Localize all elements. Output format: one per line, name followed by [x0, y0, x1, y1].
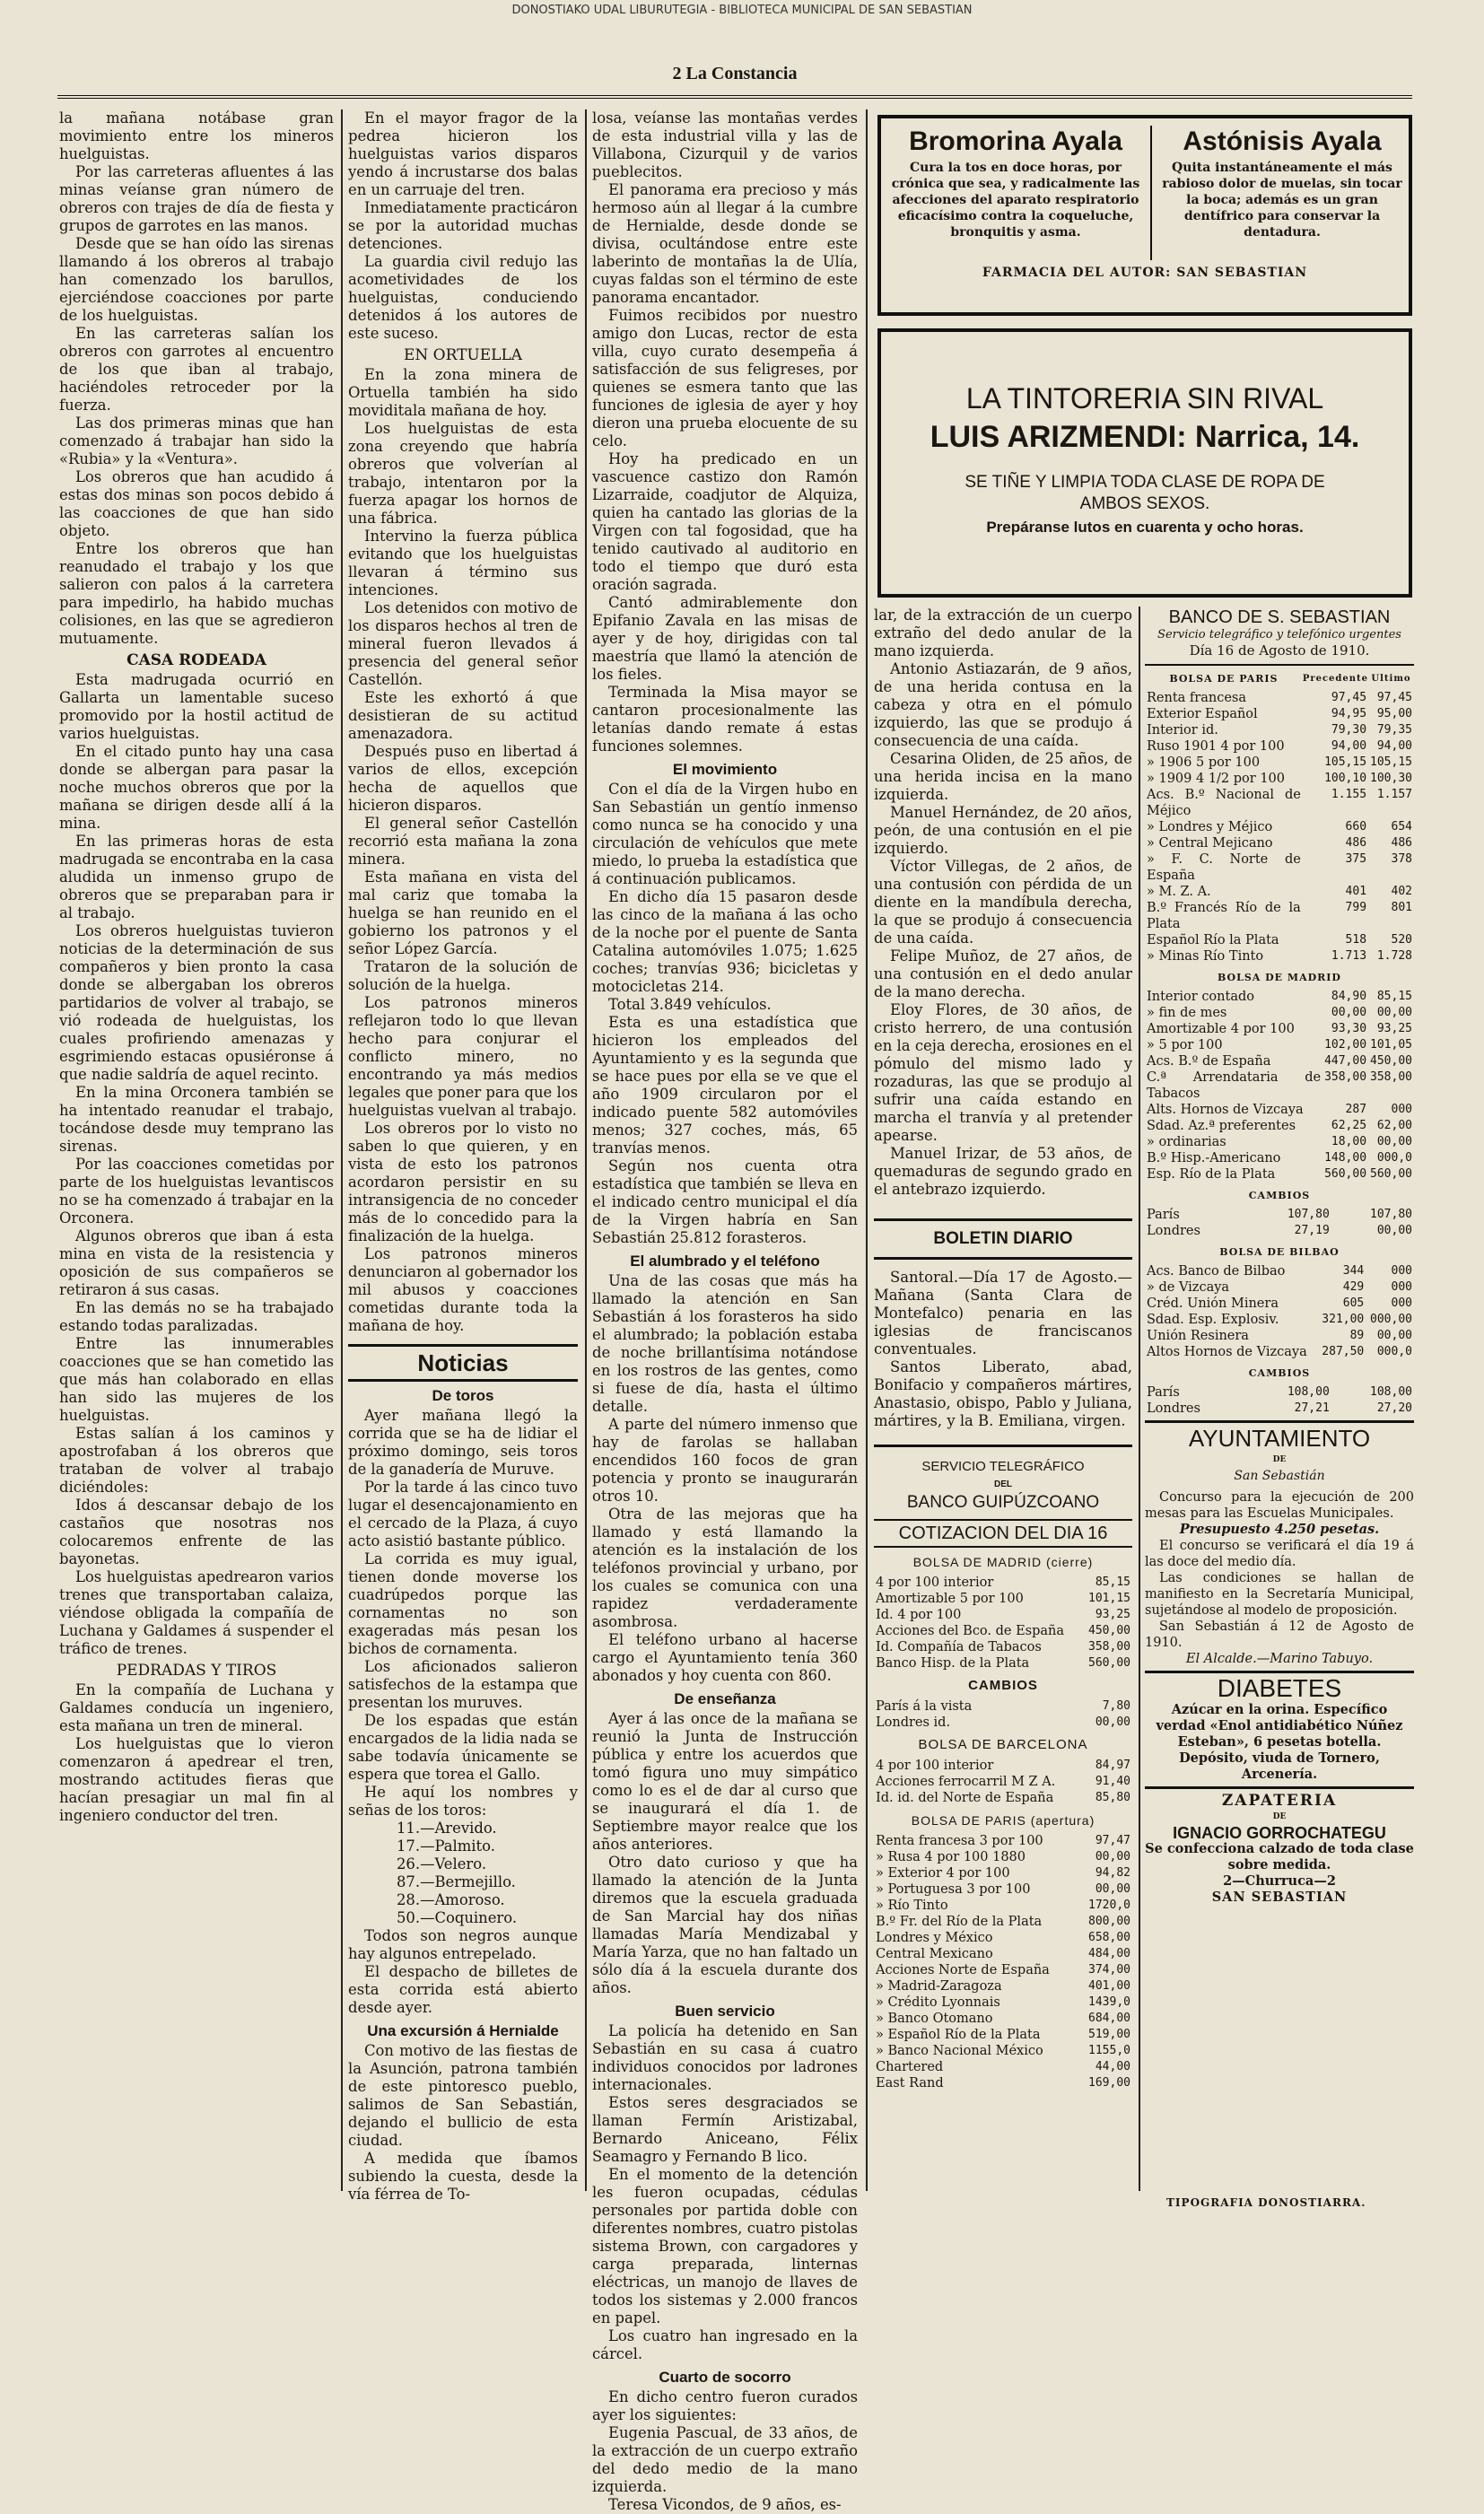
paragraph: En las primeras horas de esta madrugada se encontraba en la casa aludida un inmenso grupo de obreros que se preparaban para ir al trabajo.	[59, 833, 334, 921]
list-item: 26.—Velero.	[397, 1855, 487, 1872]
table-row: Ruso 1901 4 por 100 94,00 94,00	[1147, 739, 1412, 754]
table-row: Créd. Unión Minera 605 000	[1147, 1296, 1412, 1311]
paragraph: Terminada la Misa mayor se cantaron procesionalmente las letanías dando remate á estas funciones solemnes.	[592, 684, 858, 755]
paragraph: Estos seres desgraciados se llaman Fermín Aristizabal, Bernardo Aniceano, Félix Seamagro y Fernando B lico.	[592, 2094, 858, 2165]
zapateria-address: 2—Churruca—2	[1223, 1873, 1336, 1889]
subheading: De enseñanza	[674, 1690, 776, 1707]
table-row: Unión Resinera 89 00,00	[1147, 1329, 1412, 1343]
madrid-table	[874, 1575, 1132, 1672]
paragraph: En la zona minera de Ortuella también ha sido moviditala mañana de hoy.	[348, 366, 578, 419]
table-row: » 1906 5 por 100 105,15 105,15	[1147, 755, 1412, 770]
table-row: » fin de mes 00,00 00,00	[1147, 1006, 1412, 1020]
paragraph: Los patronos mineros denunciaron al gobernador los mil abusos y coacciones cometidas durante toda la mañana de hoy.	[348, 1245, 578, 1334]
paragraph: Con el día de la Virgen hubo en San Sebastián un gentío inmenso como nunca se ha conocido y una circulación de vehículos que mete miedo, lo prueba la estadística que á continuación publicamos.	[592, 781, 858, 887]
paragraph: Felipe Muñoz, de 27 años, de una contusión en el dedo anular de la mano derecha.	[874, 947, 1132, 1000]
signature-line: El Alcalde.—Marino Tabuyo.	[1185, 1652, 1374, 1666]
paragraph: En las carreteras salían los obreros con garrotes al encuentro de los que iban al trabajo, haciéndoles retroceder por la fuerza.	[59, 325, 334, 414]
table-row: Id. Compañía de Tabacos 358,00	[876, 1640, 1130, 1654]
paragraph: Esta madrugada ocurrió en Gallarta un lamentable suceso promovido por la hostil actitud de varios huelguistas.	[59, 671, 334, 742]
table-row: Id. id. del Norte de España 85,80	[876, 1791, 1130, 1805]
table-row: » ordinarias 18,00 00,00	[1147, 1135, 1412, 1149]
table-row: » Minas Río Tinto 1.713 1.728	[1147, 949, 1412, 964]
table-heading: BOLSA DE MADRID (cierre)	[912, 1555, 1094, 1569]
paragraph: Esta mañana en vista del mal cariz que tomaba la huelga se han reunido en el gobierno los patronos y el señor López García.	[348, 869, 578, 957]
column-rule	[866, 109, 868, 2191]
table-row: 4 por 100 interior 84,97	[876, 1759, 1130, 1773]
paragraph: Los huelguistas que lo vieron comenzaron á apedrear el tren, mostrando actitudes fieras que hacían presagiar un mal fin al ingeniero conductor del tren.	[59, 1735, 334, 1824]
table-row: » de Vizcaya 429 000	[1147, 1280, 1412, 1295]
paragraph: En las demás no se ha trabajado estando todas paralizadas.	[59, 1299, 334, 1334]
table-row: » Exterior 4 por 100 94,82	[876, 1866, 1130, 1881]
paragraph: Otro dato curioso y que ha llamado la atención de la Junta diremos que la escuela graduada de San Marcial hay dos niñas llamadas María Mendizabal y María Yarza, que no han faltado un sólo día á la escuela durante dos años.	[592, 1854, 858, 1996]
paragraph: Algunos obreros que iban á esta mina en vista de la resistencia y oposición de sus compañeros se retiraron á sus casas.	[59, 1227, 334, 1298]
paragraph: En dicho centro fueron curados ayer los siguientes:	[592, 2388, 858, 2423]
ad-title: Bromorina Ayala	[909, 127, 1122, 156]
ad-title: LA TINTORERIA SIN RIVAL	[965, 382, 1324, 415]
subheading: Buen servicio	[675, 2003, 775, 2020]
table-row: C.ª Arrendataria de Tabacos 358,00 358,00	[1147, 1070, 1412, 1101]
barcelona-table	[874, 1758, 1132, 1806]
paragraph: Víctor Villegas, de 2 años, de una contusión con pérdida de un diente en la mandíbula derecha, la que se produjo á consecuencia de una caída.	[874, 858, 1132, 947]
service-title: DEL	[994, 1480, 1012, 1489]
subheading: El alumbrado y el teléfono	[630, 1253, 820, 1270]
table-heading: CAMBIOS	[1248, 1367, 1311, 1379]
table-row: » Español Río de la Plata 519,00	[876, 2028, 1130, 2042]
bolsa-madrid-table	[1145, 989, 1414, 1183]
zapateria-body: Se confecciona calzado de toda clase sobre medida.	[1145, 1841, 1414, 1872]
table-heading: BOLSA DE PARIS (apertura)	[911, 1813, 1096, 1828]
paragraph: Los patronos mineros reflejaron todo lo que llevan hecho para conjurar el conflicto minero, no encontrando ya más medios legales que poner para que los huelguistas vuelvan al trabajo.	[348, 994, 578, 1119]
paragraph: El general señor Castellón recorrió esta mañana la zona minera.	[348, 815, 578, 868]
table-row: Amortizable 5 por 100 101,15	[876, 1592, 1130, 1606]
paragraph: En la compañía de Luchana y Galdames conducía un ingeniero, esta mañana un tren de mineral.	[59, 1681, 334, 1734]
paragraph: Por las coacciones cometidas por parte de los huelguistas levantiscos no se ha comenzado á trabajar en la Orconera.	[59, 1156, 334, 1226]
paragraph: Los aficionados salieron satisfechos de la estampa que presentan los muruves.	[348, 1658, 578, 1711]
paragraph: Las condiciones se hallan de manifiesto en la Secretaría Municipal, sujetándose al modelo de proposición.	[1145, 1571, 1414, 1618]
table-row: Español Río la Plata 518 520	[1147, 933, 1412, 947]
noticias-heading: Noticias	[348, 1344, 578, 1382]
paragraph: En dicho día 15 pasaron desde las cinco de la mañana á las ocho de la noche por el puente de Santa Catalina automóviles 1.075; 1.625 coches; tranvías 936; bicicletas y motocicletas 214.	[592, 888, 858, 995]
paragraph: En el citado punto hay una casa donde se albergan para pasar la noche muchos obreros que por la mañana se dirigen desde allí á la mina.	[59, 743, 334, 832]
paragraph: El despacho de billetes de esta corrida está abierto desde ayer.	[348, 1963, 578, 2016]
table-row: Exterior Español 94,95 95,00	[1147, 707, 1412, 721]
paragraph: Total 3.849 vehículos.	[608, 996, 772, 1013]
subheading: Cuarto de socorro	[659, 2369, 791, 2386]
column-3	[592, 109, 858, 2513]
bank-date: Día 16 de Agosto de 1910.	[1189, 642, 1370, 659]
subheading: El movimiento	[672, 761, 778, 778]
paragraph: Este les exhortó á que desistieran de su actitud amenazadora.	[348, 689, 578, 742]
table-row: » F. C. Norte de España 375 378	[1147, 852, 1412, 883]
table-row: B.º Francés Río de la Plata 799 801	[1147, 901, 1412, 931]
subheading: Una excursión á Hernialde	[367, 2022, 559, 2039]
paragraph: En la mina Orconera también se ha intentado reanudar el trabajo, tocándose desde muy temprano las sirenas.	[59, 1084, 334, 1155]
table-row: Interior contado 84,90 85,15	[1147, 990, 1412, 1004]
paragraph: Los obreros por lo visto no saben lo que quieren, y en vista de esto los patronos acordaron persistir en su intransigencia de no conceder más de lo concedido para la finalización de la huelga.	[348, 1120, 578, 1244]
paragraph: La corrida es muy igual, tienen donde moverse los cuadrúpedos porque las cornamentas no son exageradas más pesan los bichos de cornamenta.	[348, 1550, 578, 1657]
paragraph: Con motivo de las fiestas de la Asunción, patrona también de este pintoresco pueblo, salimos de San Sebastián, dejando el bullicio de esta ciudad.	[348, 2042, 578, 2149]
table-row: 4 por 100 interior 85,15	[876, 1576, 1130, 1590]
paragraph: Los huelguistas de esta zona creyendo que habría obreros que volverían al trabajo, intentaron por la fuerza apagar los hornos de una fábrica.	[348, 420, 578, 527]
paragraph: la mañana notábase gran movimiento entre los mineros huelguistas.	[59, 109, 334, 162]
column-rule	[1139, 607, 1140, 2191]
paragraph: Cantó admirablemente don Epifanio Zavala en las misas de ayer y de hoy, dirigidas con tal maestría que llamó la atención de los fieles.	[592, 594, 858, 683]
table-row: Amortizable 4 por 100 93,30 93,25	[1147, 1022, 1412, 1036]
table-row: » Banco Otomano 684,00	[876, 2012, 1130, 2026]
tintoreria-ad	[877, 328, 1412, 598]
table-row: París 107,80 107,80	[1147, 1208, 1412, 1222]
paragraph: Concurso para la ejecución de 200 mesas para las Escuelas Municipales.	[1145, 1490, 1414, 1521]
column-4	[874, 607, 1132, 2191]
paragraph: Cesarina Oliden, de 25 años, de una herida incisa en la mano izquierda.	[874, 750, 1132, 803]
cambios-table	[1145, 1384, 1414, 1417]
ayuntamiento-city: San Sebastián	[1234, 1469, 1325, 1483]
table-row: » 1909 4 1/2 por 100 100,10 100,30	[1147, 772, 1412, 786]
paragraph: Esta es una estadística que hicieron los empleados del Ayuntamiento y es la segunda que se hace pues por ella se ve que el año 1909 circularon por el indicado puente 582 automóviles menos; 327 coches, más, 65 tranvías menos.	[592, 1014, 858, 1157]
table-heading: BOLSA DE BILBAO	[1219, 1246, 1340, 1258]
table-heading: BOLSA DE BARCELONA	[918, 1737, 1088, 1752]
paragraph: Intervino la fuerza pública evitando que los huelguistas llevaran á término sus intenciones.	[348, 528, 578, 598]
table-heading: BOLSA DE MADRID	[1218, 972, 1341, 983]
paragraph: El teléfono urbano al hacerse cargo el Ayuntamiento tenía 360 abonados y hoy cuenta con 860.	[592, 1631, 858, 1684]
table-row: Sdad. Esp. Explosiv. 321,00 000,00	[1147, 1313, 1412, 1327]
bromorina-ad	[877, 115, 1412, 316]
paragraph: Por las carreteras afluentes á las minas veíanse gran número de obreros con trajes de día de fiesta y grupos de garrotes en las manos.	[59, 163, 334, 234]
zapateria-name: IGNACIO GORROCHATEGU	[1173, 1824, 1386, 1842]
paragraph: Eloy Flores, de 30 años, de cristo herrero, de una contusión en la ceja derecha, erosiones en el pómulo del mismo lado y rozaduras, las que se produjo al sufrir una caída estando en marcha el tranvía y al pretender apearse.	[874, 1001, 1132, 1144]
table-row: East Rand 169,00	[876, 2076, 1130, 2091]
table-row: » Río Tinto 1720,0	[876, 1899, 1130, 1913]
list-item: 28.—Amoroso.	[397, 1891, 505, 1908]
service-title: SERVICIO TELEGRÁFICO	[921, 1459, 1085, 1474]
bank-subtitle: Servicio telegráfico y telefónico urgentes	[1157, 628, 1401, 642]
paragraph: Ayer mañana llegó la corrida que se ha de lidiar el próximo domingo, seis toros de la ganadería de Muruve.	[348, 1407, 578, 1478]
paragraph: Antonio Astiazarán, de 9 años, de una herida contusa en la cabeza y otra en el pómulo izquierdo, las que se produjo á consecuencia de una caída.	[874, 660, 1132, 749]
paragraph: Desde que se han oído las sirenas llamando á los obreros al trabajo han comenzado los barullos, ejerciéndose coacciones por parte de los huelguistas.	[59, 235, 334, 324]
paragraph: Hoy ha predicado en un vascuence castizo don Ramón Lizarraide, coadjutor de Alquiza, quien ha cantado las glorias de la Virgen con tal fogosidad, que ha tenido cautivado al auditorio en todo el tiempo que duró esta oración sagrada.	[592, 450, 858, 593]
table-row: » Portuguesa 3 por 100 00,00	[876, 1882, 1130, 1897]
diabetes-body: Azúcar en la orina. Específico verdad «Enol antidiabético Núñez Esteban», 6 pesetas botella. Depósito, viuda de Tornero, Arcenería.	[1156, 1702, 1403, 1782]
column-1	[59, 109, 334, 2191]
paragraph: lar, de la extracción de un cuerpo extraño del dedo anular de la mano izquierda.	[874, 607, 1132, 659]
table-row: Esp. Río de la Plata 560,00 560,00	[1147, 1167, 1412, 1182]
table-row: Altos Hornos de Vizcaya 287,50 000,0	[1147, 1345, 1412, 1359]
ayuntamiento-de: DE	[1272, 1455, 1287, 1464]
paragraph: Los obreros huelguistas tuvieron noticias de la determinación de sus compañeros y bien pronto la casa donde se albergaban los obreros partidarios de volver al trabajo, se vió rodeada de huelguistas, los cuales profiriendo amenazas y esgrimiendo estacas opusiéronse á que nadie saldría de aquel recinto.	[59, 922, 334, 1083]
table-row: Chartered 44,00	[876, 2060, 1130, 2074]
ad-title: LUIS ARIZMENDI: Narrica, 14.	[930, 420, 1360, 454]
paragraph: losa, veíanse las montañas verdes de esta industrial villa y las de Villabona, Cizurquil y de varios pueblecitos.	[592, 109, 858, 180]
list-item: 50.—Coquinero.	[397, 1909, 518, 1926]
table-row: Alts. Hornos de Vizcaya 287 000	[1147, 1103, 1412, 1117]
service-title: BANCO GUIPÚZCOANO	[906, 1493, 1100, 1512]
table-row: » Madrid-Zaragoza 401,00	[876, 1979, 1130, 1994]
masthead: 2 La Constancia	[57, 57, 1412, 99]
ad-body: SE TIÑE Y LIMPIA TODA CLASE DE ROPA DE AMBOS SEXOS.	[965, 473, 1325, 513]
bolsa-bilbao-table	[1145, 1263, 1414, 1360]
table-row: Renta francesa 97,45 97,45	[1147, 691, 1412, 705]
paragraph: A medida que íbamos subiendo la cuesta, desde la vía férrea de To-	[348, 2150, 578, 2203]
paragraph: Después puso en libertad á varios de ellos, excepción hecha de aquellos que hicieron disparos.	[348, 743, 578, 814]
table-header: BOLSA DE PARIS Precedente Ultimo	[1169, 673, 1411, 685]
library-header: DONOSTIAKO UDAL LIBURUTEGIA - BIBLIOTECA MUNICIPAL DE SAN SEBASTIAN	[511, 4, 973, 17]
paragraph: Entre las innumerables coacciones que se han cometido las que más han colaborado en ellas han sido las mujeres de los huelguistas.	[59, 1335, 334, 1424]
column-5	[1145, 607, 1414, 2191]
zapateria-de: DE	[1272, 1812, 1287, 1821]
table-row: » Rusa 4 por 100 1880 00,00	[876, 1850, 1130, 1864]
table-row: » Londres y Méjico 660 654	[1147, 820, 1412, 834]
paragraph: San Sebastián á 12 de Agosto de 1910.	[1145, 1619, 1414, 1650]
table-row: París á la vista 7,80	[876, 1699, 1130, 1714]
table-row: » Banco Nacional México 1155,0	[876, 2044, 1130, 2058]
zapateria-city: SAN SEBASTIAN	[1211, 1890, 1348, 1905]
printer-credit: TIPOGRAFIA DONOSTIARRA.	[1166, 2196, 1366, 2209]
paragraph: A parte del número inmenso que hay de farolas se hallaban encendidos 160 focos de gran potencia y pronto se inaugurarán otros 10.	[592, 1416, 858, 1505]
paragraph: Por la tarde á las cinco tuvo lugar el desencajonamiento en el cercado de la Plaza, á cuyo acto asistió bastante público.	[348, 1479, 578, 1549]
table-heading: CAMBIOS	[1248, 1190, 1311, 1201]
paragraph: Las dos primeras minas que han comenzado á trabajar han sido la «Rubia» y la «Ventura».	[59, 415, 334, 467]
ad-body: Cura la tos en doce horas, por crónica que sea, y radicalmente las afecciones del aparato respiratorio eficacísimo contra la coqueluche, bronquitis y asma.	[891, 161, 1140, 240]
list-item: 17.—Palmito.	[397, 1837, 495, 1855]
paragraph: En el momento de la detención les fueron ocupadas, cédulas personales por partida doble con diferentes nombres, cuatro pistolas sistema Brown, con cargadores y carga preparada, linternas eléctricas, un manojo de llaves de todos los sistemas y 2.000 francos en papel.	[592, 2166, 858, 2326]
bolsa-paris-table	[1145, 664, 1414, 965]
table-row: Interior id. 79,30 79,35	[1147, 723, 1412, 738]
table-row: Acs. B.º Nacional de Méjico 1.155 1.157	[1147, 788, 1412, 818]
column-rule	[341, 109, 343, 2191]
table-row: Acciones Norte de España 374,00	[876, 1963, 1130, 1977]
table-heading: CAMBIOS	[968, 1678, 1038, 1693]
paragraph: Estas salían á los caminos y apostrofaban á los obreros que trataban de volver al trabajo diciéndoles:	[59, 1425, 334, 1496]
boletin-heading: BOLETIN DIARIO	[874, 1218, 1132, 1260]
table-row: Londres id. 00,00	[876, 1715, 1130, 1730]
table-row: Acciones ferrocarril M Z A. 91,40	[876, 1775, 1130, 1789]
paragraph: Manuel Irizar, de 53 años, de quemaduras de segundo grado en el antebrazo izquierdo.	[874, 1145, 1132, 1198]
subheading: De toros	[432, 1387, 494, 1404]
paragraph: Santos Liberato, abad, Bonifacio y compañeros mártires, Anastasio, obispo, Pablo y Juliana, mártires, y la B. Emiliana, virgen.	[874, 1358, 1132, 1429]
zapateria-title: ZAPATERIA	[1221, 1792, 1338, 1810]
paragraph: En el mayor fragor de la pedrea hicieron los huelguistas varios disparos yendo á incrustarse dos balas en un carruaje del tren.	[348, 109, 578, 198]
paragraph: Santoral.—Día 17 de Agosto.—Mañana (Santa Clara de Montefalco) penaria en las iglesias de franciscanos conventuales.	[874, 1269, 1132, 1357]
table-row: » Crédito Lyonnais 1439,0	[876, 1995, 1130, 2010]
table-row: Londres 27,21 27,20	[1147, 1401, 1412, 1416]
paragraph: Todos son negros aunque hay algunos entrepelado.	[348, 1927, 578, 1962]
ad-body: Quita instantáneamente el más rabioso dolor de muelas, sin tocar la boca; además es un gran dentífrico para conservar la dentadura.	[1162, 161, 1402, 240]
paragraph: Los cuatro han ingresado en la cárcel.	[592, 2327, 858, 2362]
paragraph: Los obreros que han acudido á estas dos minas son pocos debido á las coacciones de que han sido objeto.	[59, 468, 334, 539]
paragraph: Ayer á las once de la mañana se reunió la Junta de Instrucción pública y entre los acuerdos que tomó figura uno muy simpático como lo es el de dar al curso que se inaugurará el día 1. de Septiembre mayor realce que los años anteriores.	[592, 1710, 858, 1853]
paragraph: He aquí los nombres y señas de los toros:	[348, 1784, 578, 1819]
paragraph: Entre los obreros que han reanudado el trabajo y los que salieron con palos á la carretera para impedirlo, ha habido muchas colisiones, en las que se agredieron mutuamente.	[59, 540, 334, 647]
table-row: Acs. Banco de Bilbao 344 000	[1147, 1264, 1412, 1279]
paragraph: Otra de las mejoras que ha llamado y está llamando la atención es la instalación de los teléfonos provincial y urbano, por los cuales se comunica con una rapidez verdaderamente asombrosa.	[592, 1506, 858, 1630]
paris-table	[874, 1833, 1132, 2091]
table-row: B.º Fr. del Río de la Plata 800,00	[876, 1915, 1130, 1929]
paragraph: Los huelguistas apedrearon varios trenes que transportaban calaiza, viéndose obligada la compañía de Luchana y Galdames á suspender el tráfico de trenes.	[59, 1568, 334, 1657]
table-row: Londres 27,19 00,00	[1147, 1224, 1412, 1238]
paragraph: Los detenidos con motivo de los disparos hechos al tren de mineral fueron llevados á presencia del general señor Castellón.	[348, 599, 578, 688]
table-row: Id. 4 por 100 93,25	[876, 1608, 1130, 1622]
column-rule	[585, 109, 587, 2191]
ayuntamiento-title: AYUNTAMIENTO	[1188, 1425, 1371, 1452]
subheading: PEDRADAS Y TIROS	[116, 1662, 277, 1680]
paragraph: Eugenia Pascual, de 33 años, de la extracción de un cuerpo extraño del dedo medio de la mano izquierda.	[592, 2424, 858, 2495]
list-item: 87.—Bermejillo.	[397, 1873, 516, 1890]
paragraph: Presupuesto 4.250 pesetas.	[1179, 1522, 1380, 1537]
paragraph: El panorama era precioso y más hermoso aún al llegar á la cumbre de Hernialde, desde donde se divisa, ocultándose entre este laberinto de montañas la de Ulía, cuyas faldas son el término de este panorama encantador.	[592, 181, 858, 306]
table-row: París 108,00 108,00	[1147, 1385, 1412, 1400]
paragraph: Una de las cosas que más ha llamado la atención en San Sebastián á los forasteros ha sido el alumbrado; la población estaba de noche brillantísima notándose en los rostros de las gentes, como si fuese de día, hasta el último detalle.	[592, 1272, 858, 1415]
table-row: Central Mexicano 484,00	[876, 1947, 1130, 1961]
ad-title: Astónisis Ayala	[1183, 127, 1382, 156]
paragraph: Inmediatamente practicáron se por la autoridad muchas detenciones.	[348, 199, 578, 252]
cambios-table	[874, 1698, 1132, 1731]
paragraph: Trataron de la solución de solución de la huelga.	[348, 958, 578, 993]
table-row: Renta francesa 3 por 100 97,47	[876, 1834, 1130, 1848]
paragraph: Idos á descansar debajo de los castaños que nosotras nos colocaremos enfrente de las bayonetas.	[59, 1497, 334, 1567]
subheading: EN ORTUELLA	[403, 346, 523, 364]
paragraph: Manuel Hernández, de 20 años, peón, de una contusión en el pie izquierdo.	[874, 804, 1132, 857]
table-row: Acciones del Bco. de España 450,00	[876, 1624, 1130, 1638]
paragraph: Teresa Vicondos, de 9 años, es-	[608, 2496, 842, 2513]
service-title: COTIZACION DEL DIA 16	[874, 1519, 1132, 1548]
table-row: Sdad. Az.ª preferentes 62,25 62,00	[1147, 1119, 1412, 1133]
ad-footer: FARMACIA DEL AUTOR: SAN SEBASTIAN	[982, 266, 1308, 280]
cambios-table	[1145, 1207, 1414, 1239]
bank-title: BANCO DE S. SEBASTIAN	[1168, 607, 1391, 627]
table-row: Banco Hisp. de la Plata 560,00	[876, 1656, 1130, 1671]
paragraph: La policía ha detenido en San Sebastián en su casa á cuatro individuos conocidos por ladrones internacionales.	[592, 2022, 858, 2093]
paragraph: Fuimos recibidos por nuestro amigo don Lucas, rector de esta villa, cuyo curato desempeña á satisfacción de sus feligreses, por quienes se esmera tanto que las funciones de iglesia de ayer y hoy dieron una prueba elocuente de su celo.	[592, 307, 858, 450]
paragraph: El concurso se verificará el día 19 á las doce del medio día.	[1145, 1539, 1414, 1569]
paragraph: Según nos cuenta otra estadística que también se lleva en el indicado centro municipal el día de la Virgen habría en San Sebastián 25.812 forasteros.	[592, 1157, 858, 1246]
table-row: » Central Mejicano 486 486	[1147, 836, 1412, 851]
paragraph: La guardia civil redujo las acometividades de los huelguistas, conduciendo detenidos á los autores de este suceso.	[348, 253, 578, 342]
table-row: B.º Hisp.-Americano 148,00 000,0	[1147, 1151, 1412, 1165]
diabetes-title: DIABETES	[1217, 1674, 1342, 1702]
table-row: » M. Z. A. 401 402	[1147, 885, 1412, 899]
paragraph: De los espadas que están encargados de la lidia nada se sabe todavía únicamente se espera que torea el Gallo.	[348, 1712, 578, 1783]
table-row: » 5 por 100 102,00 101,05	[1147, 1038, 1412, 1052]
ad-body: Prepáranse lutos en cuarenta y ocho horas.	[986, 519, 1304, 536]
subheading: CASA RODEADA	[127, 651, 266, 669]
table-row: Londres y México 658,00	[876, 1931, 1130, 1945]
table-row: Acs. B.º de España 447,00 450,00	[1147, 1054, 1412, 1069]
column-2	[348, 109, 578, 2203]
list-item: 11.—Arevido.	[397, 1820, 497, 1837]
